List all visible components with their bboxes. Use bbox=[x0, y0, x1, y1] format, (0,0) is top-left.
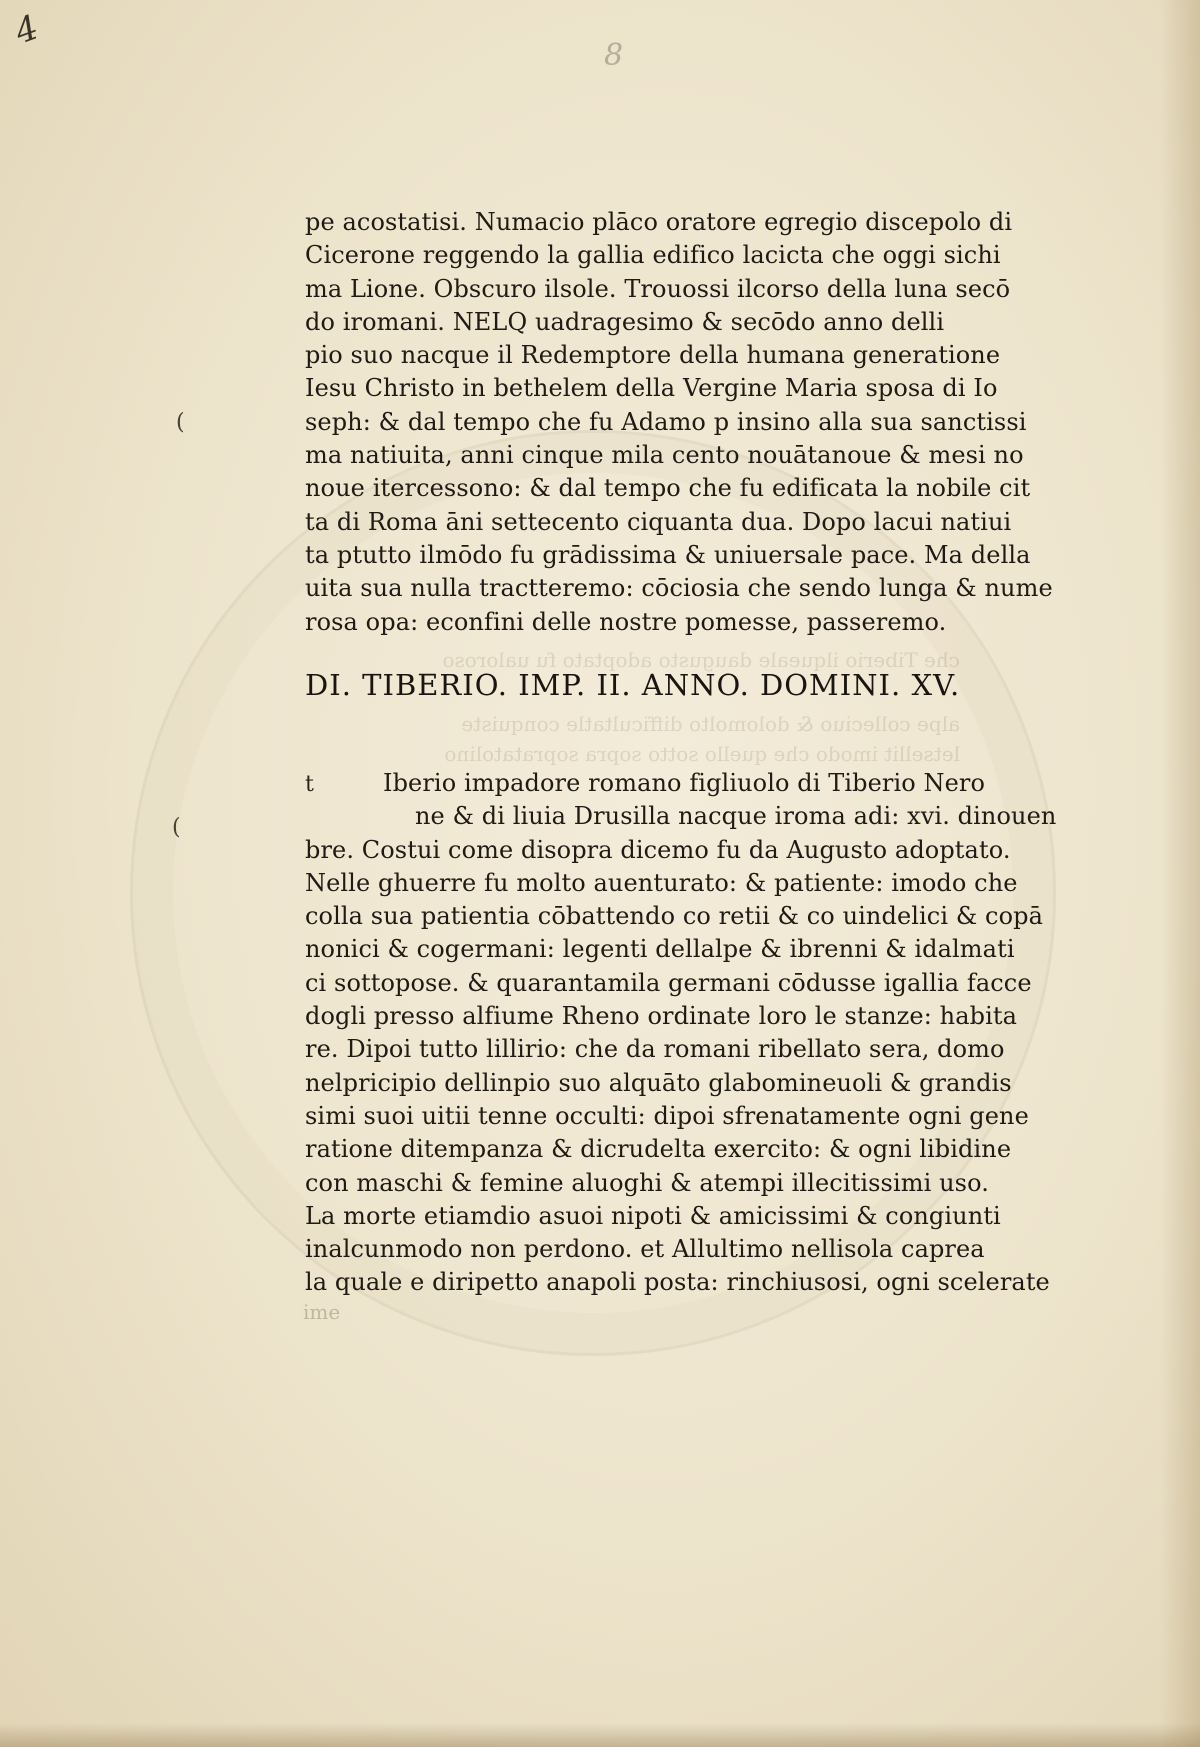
text-line: ta di Roma āni settecento ciquanta dua. Dopo lacui natiui bbox=[305, 507, 1012, 536]
text-line: La morte etiamdio asuoi nipoti & amicissimi & congiunti bbox=[305, 1201, 1001, 1230]
text-line: do iromani. NELQ uadragesimo & secōdo anno delli bbox=[305, 307, 945, 336]
text-line: ci sottopose. & quarantamila germani cōdusse igallia facce bbox=[305, 968, 1032, 997]
paragraph-numacio bbox=[305, 206, 1053, 639]
text-line: noue itercessono: & dal tempo che fu edificata la nobile cit bbox=[305, 474, 1031, 503]
text-line: inalcunmodo non perdono. et Allultimo nellisola caprea bbox=[305, 1235, 985, 1264]
text-line: re. Dipoi tutto lillirio: che da romani ribellato sera, domo bbox=[305, 1035, 1005, 1064]
text-line: Cicerone reggendo la gallia edifico lacicta che oggi sichi bbox=[305, 241, 1001, 270]
folio-number: 8 bbox=[604, 38, 624, 73]
initial-guide-letter: t bbox=[305, 772, 314, 797]
text-line: seph: & dal tempo che fu Adamo p insino alla sua sanctissi bbox=[305, 407, 1027, 436]
page-edge-shadow-right bbox=[1160, 0, 1200, 1747]
text-line: pe acostatisi. Numacio plāco oratore egregio discepolo di bbox=[305, 208, 1013, 236]
text-line: pio suo nacque il Redemptore della humana generatione bbox=[305, 341, 1001, 370]
text-line: simi suoi uitii tenne occulti: dipoi sfrenatamente ogni gene bbox=[305, 1101, 1029, 1130]
bleed-through-offset-text: che Tiberio ilqueale daugusto adoptato fu ualoroso bbox=[442, 648, 960, 672]
text-line: Nelle ghuerre fu molto auenturato: & patiente: imodo che bbox=[305, 868, 1018, 897]
trailing-faint-text: ime bbox=[303, 1300, 341, 1324]
corner-pen-mark: 4 bbox=[9, 7, 44, 53]
text-line: uita sua nulla tractteremo: cōciosia che sendo lunga & nume bbox=[305, 574, 1053, 603]
text-line: dogli presso alfiume Rheno ordinate loro le stanze: habita bbox=[305, 1002, 1017, 1031]
text-line: ne & di liuia Drusilla nacque iroma adi: xvi. dinouen bbox=[415, 802, 1057, 831]
text-line: bre. Costui come disopra dicemo fu da Augusto adoptato. bbox=[305, 835, 1011, 864]
text-line: la quale e diripetto anapoli posta: rinchiusosi, ogni scelerate bbox=[305, 1268, 1050, 1297]
text-line: nonici & cogermani: legenti dellalpe & ibrenni & idalmati bbox=[305, 935, 1015, 964]
margin-mark-upper: ( bbox=[176, 410, 185, 435]
text-line: ma natiuita, anni cinque mila cento nouātanoue & mesi no bbox=[305, 441, 1024, 470]
section-heading-tiberio: DI. TIBERIO. IMP. II. ANNO. DOMINI. XV. bbox=[305, 668, 961, 702]
text-line: ta ptutto ilmōdo fu grādissima & uniuersale pace. Ma della bbox=[305, 540, 1031, 569]
text-line: ratione ditempanza & dicrudelta exercito: & ogni libidine bbox=[305, 1135, 1012, 1164]
bleed-through-offset-text: letsellit imodo che quello sotto sopra sopratatolino bbox=[444, 742, 960, 766]
margin-mark-lower: ( bbox=[172, 815, 181, 840]
paragraph-tiberio bbox=[305, 767, 1057, 1300]
text-line: con maschi & femine aluoghi & atempi illecitissimi uso. bbox=[305, 1168, 989, 1197]
text-line: ma Lione. Obscuro ilsole. Trouossi ilcorso della luna secō bbox=[305, 274, 1011, 303]
text-line: rosa opa: econfini delle nostre pomesse, passeremo. bbox=[305, 607, 947, 636]
bleed-through-offset-text: alpe colleciuo & dolomolto difficultatle conquiste bbox=[461, 712, 960, 736]
text-line: Iesu Christo in bethelem della Vergine Maria sposa di Io bbox=[305, 374, 998, 403]
text-line: nelpricipio dellinpio suo alquāto glabomineuoli & grandis bbox=[305, 1068, 1012, 1097]
page-edge-shadow-bottom bbox=[0, 1723, 1200, 1747]
text-line: colla sua patientia cōbattendo co retii & co uindelici & copā bbox=[305, 902, 1043, 931]
text-line: Iberio impadore romano figliuolo di Tiberio Nero bbox=[383, 769, 986, 797]
